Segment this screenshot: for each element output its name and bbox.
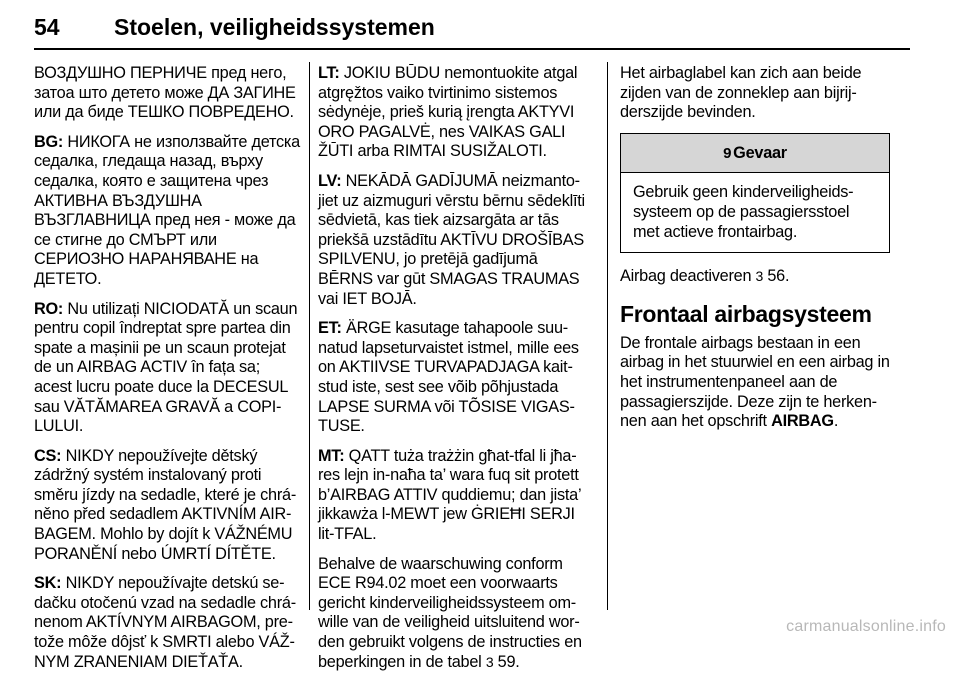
text-lv: NEKĀDĀ GADĪJUMĀ neizmantojiet uz aizmuguri vērstu bērnu sēdeklīti sēdvietā, kas tiek aizsargāta ar tās priekšā uzstādītu AKTĪVU DROŠĪBAS SPILVENU, jo pretējā gadījumā BĒRNS var gūt SMAGAS TRAUMAS vai IET BOJĀ. bbox=[318, 171, 585, 308]
column-middle bbox=[318, 64, 593, 682]
paragraph-section bbox=[620, 334, 890, 432]
column-left bbox=[34, 64, 301, 682]
warning-title: Gevaar bbox=[733, 143, 787, 162]
lang-label-cs: CS: bbox=[34, 446, 62, 465]
text-section-end: . bbox=[833, 412, 839, 431]
text-mt: QATT tuża trażżin għat-tfal li jħares lejn in-naħa ta’ wara fuq sit protett b’AIRBAG ATTIV quddiemu; dan jista’ jikkawża l-MEWT jew ĠRIEĦI SERJI lit-TFAL. bbox=[318, 446, 581, 544]
running-title: Stoelen, veiligheidssystemen bbox=[114, 14, 435, 40]
lang-label-mt: MT: bbox=[318, 446, 345, 465]
lang-label-bg: BG: bbox=[34, 132, 64, 151]
warning-body: Gebruik geen kinderveiligheidssysteem op de passagiersstoel met actieve frontairbag. bbox=[633, 183, 854, 241]
paragraph-lt bbox=[318, 64, 593, 162]
section-heading: Frontaal airbagsysteem bbox=[620, 300, 872, 327]
text-sk: NIKDY nepoužívajte detskú sedačku otočenú vzad na sedadle chránenom AKTÍVNYM AIRBAGOM, pretože môže dôjsť k SMRTI alebo VÁŽNYM ZRANENIAM DIEŤAŤA. bbox=[34, 574, 297, 671]
lang-label-lv: LV: bbox=[318, 171, 342, 190]
lang-label-lt: LT: bbox=[318, 64, 340, 82]
paragraph-cs bbox=[34, 447, 301, 565]
watermark: carmanualsonline.info bbox=[786, 618, 946, 635]
column-right bbox=[620, 64, 890, 442]
page-ref-icon: 3 bbox=[755, 268, 764, 285]
warning-icon: 9 bbox=[723, 144, 732, 162]
lang-label-et: ET: bbox=[318, 319, 342, 338]
warning-box bbox=[620, 133, 890, 253]
paragraph-ro bbox=[34, 300, 301, 437]
text-lt: JOKIU BŪDU nemontuokite atgal atgręžtos vaiko tvirtinimo sistemos sėdynėje, prieš kurią įrengta AKTYVI ORO PAGALVĖ, nes VAIKAS GALI ŽŪTI arba RIMTAI SUSIŽALOTI. bbox=[318, 64, 578, 161]
paragraph-sk bbox=[34, 574, 301, 672]
paragraph-deactivate bbox=[620, 267, 890, 287]
page-header bbox=[34, 14, 910, 50]
text-behalve: Behalve de waarschuwing conform ECE R94.02 moet een voorwaarts gericht kinderveiligheidssysteem omwille van de veiligheid uitsluitend worden gebruikt volgens de instructies en beperkingen in de tabel bbox=[318, 554, 582, 671]
paragraph-mk-continued: ВОЗДУШНО ПЕРНИЧЕ пред него, затоа што детето може ДА ЗАГИНЕ или да биде ТЕШКО ПОВРЕДЕНО. bbox=[34, 64, 296, 122]
text-et: ÄRGE kasutage tahapoole suunatud lapseturvaistet istmel, mille ees on AKTIIVSE TURVAPADJAGA kaitstud iste, sest see võib põhjustada LAPSE SURMA või TÕSISE VIGASTUSE. bbox=[318, 319, 579, 436]
page-ref-link[interactable]: 56. bbox=[763, 267, 790, 286]
paragraph-lv bbox=[318, 172, 593, 309]
paragraph-intro: Het airbaglabel kan zich aan beide zijden van de zonneklep aan bijrijderszijde bevinden. bbox=[620, 64, 862, 122]
warning-header bbox=[621, 134, 889, 174]
text-cs: NIKDY nepoužívejte dětský zádržný systém instalovaný proti směru jízdy na sedadle, které je chráněno před sedadlem AKTIVNÍM AIRBAGEM. Mohlo by dojít k VÁŽNÉMU PORANĚNÍ nebo ÚMRTÍ DÍTĚTE. bbox=[34, 446, 297, 563]
paragraph-et bbox=[318, 319, 593, 437]
lang-label-sk: SK: bbox=[34, 574, 62, 593]
text-section: De frontale airbags bestaan in een airbag in het stuurwiel en een airbag in het instrumentenpaneel aan de passagierszijde. Deze zijn te herkennen aan het opschrift bbox=[620, 333, 890, 431]
paragraph-behalve bbox=[318, 555, 593, 673]
page-ref-icon: 3 bbox=[485, 653, 494, 670]
text-ro: Nu utilizați NICIODATĂ un scaun pentru copil îndreptat spre partea din spate a mașinii pe un scaun protejat de un AIRBAG ACTIV în fața sa; acest lucru poate duce la DECESUL sau VĂTĂMAREA GRAVĂ a COPILULUI. bbox=[34, 299, 298, 436]
page-number: 54 bbox=[34, 14, 60, 40]
text-deactivate: Airbag deactiveren bbox=[620, 267, 752, 286]
page-ref-link[interactable]: 59. bbox=[493, 652, 520, 671]
column-divider-2 bbox=[607, 62, 608, 610]
paragraph-mt bbox=[318, 447, 593, 545]
paragraph-bg bbox=[34, 133, 301, 290]
column-divider-1 bbox=[309, 62, 310, 610]
text-bg: НИКОГА не използвайте детска седалка, гледаща назад, върху седалка, която е защитена чрез АКТИВНА ВЪЗДУШНА ВЪЗГЛАВНИЦА пред нея - може да се стигне до СМЪРТ или СЕРИОЗНО НАРАНЯВАНЕ на ДЕТЕТО. bbox=[34, 132, 300, 288]
text-section-bold: AIRBAG bbox=[771, 412, 834, 431]
lang-label-ro: RO: bbox=[34, 299, 64, 318]
